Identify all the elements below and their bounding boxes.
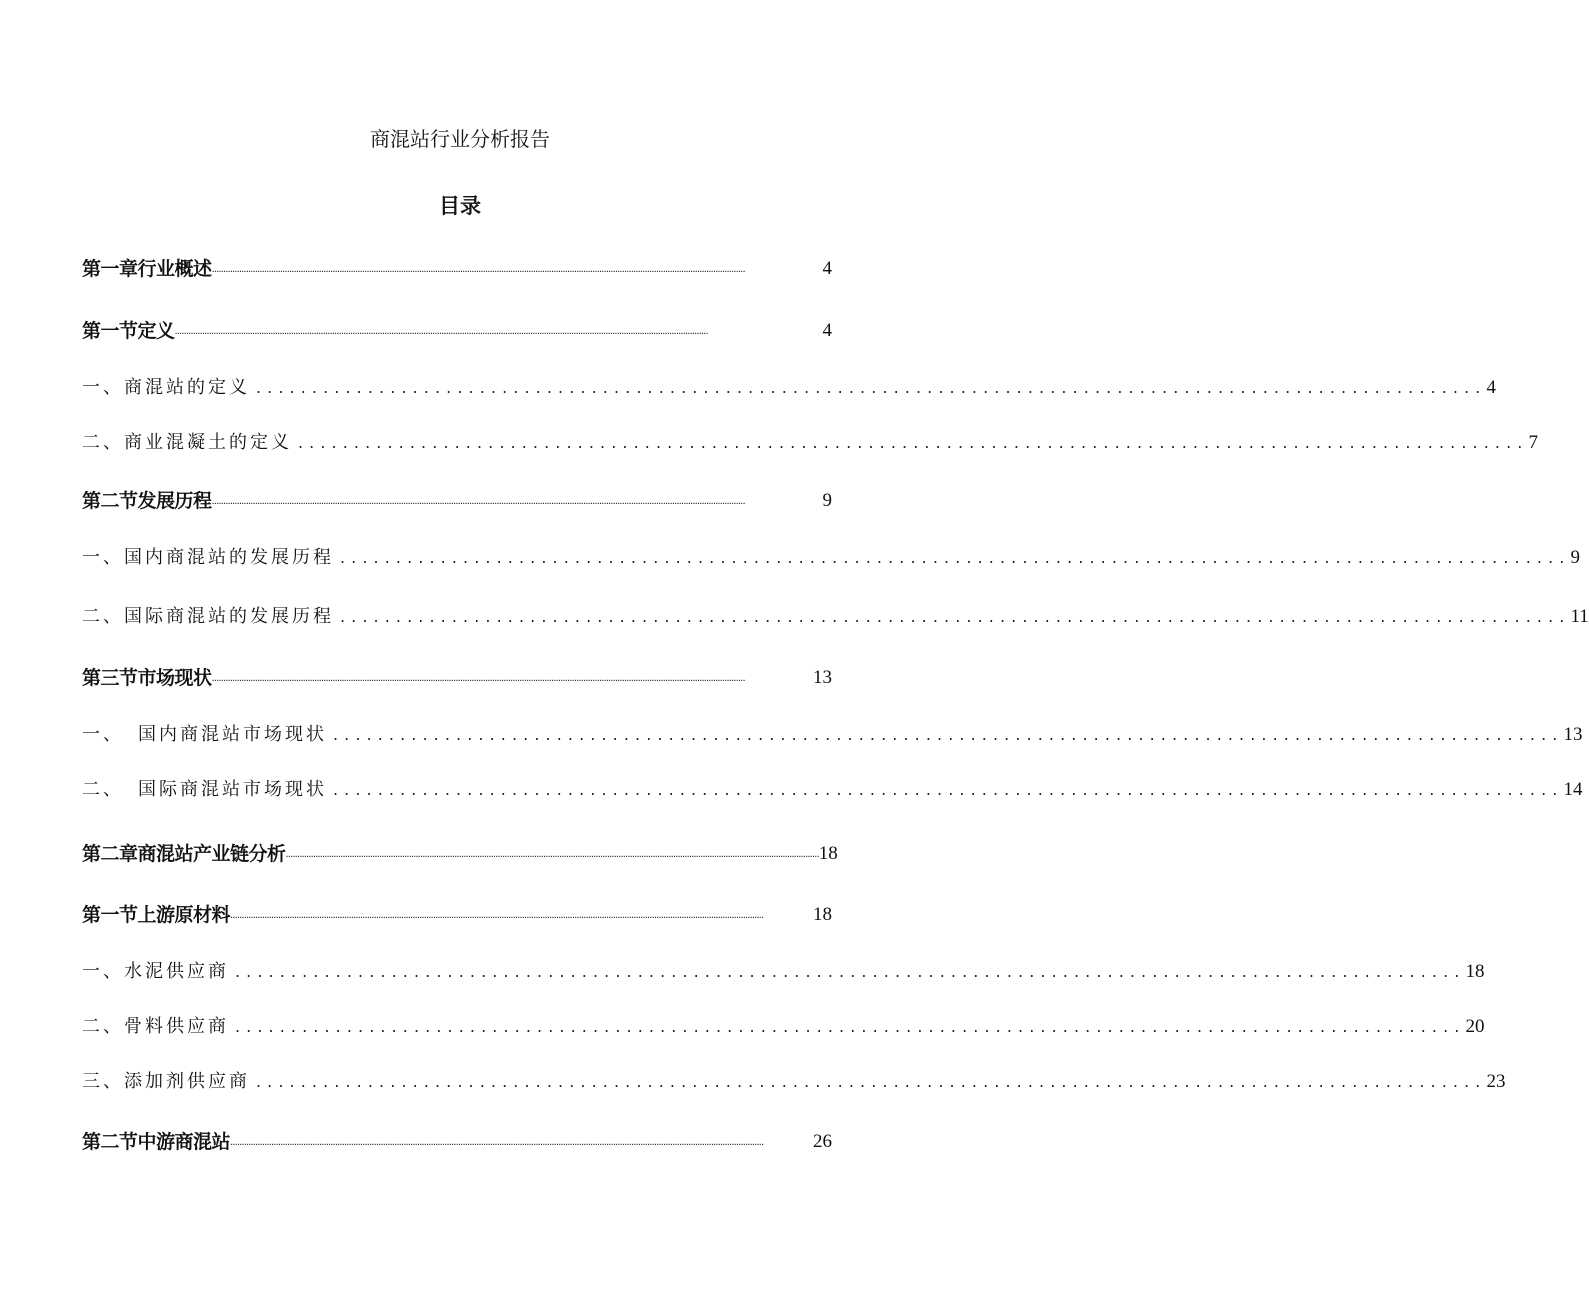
toc-heading: 目录	[439, 194, 481, 218]
toc-entry-label: 一、商混站的定义	[82, 377, 250, 398]
toc-dot-leader: ..........................................................................................................................................................................................................................................	[211, 673, 745, 684]
toc-dot-leader: ..............................................................................................................	[333, 780, 1564, 799]
toc-dot-leader: ..........................................................................................................................................................................................................................................	[211, 496, 745, 507]
toc-page-number: 13	[813, 667, 832, 688]
document-title: 商混站行业分析报告	[370, 127, 550, 151]
toc-dot-leader: ..........................................................................................................................................................................................................................................	[285, 849, 819, 860]
toc-dot-leader: ..............................................................................................................	[235, 1017, 1466, 1036]
toc-page-number: 4	[1486, 377, 1496, 398]
toc-dot-leader: ..............................................................................................................	[235, 962, 1466, 981]
toc-entry-label: 第二章商混站产业链分析	[82, 843, 286, 865]
toc-page-number: 18	[818, 843, 838, 864]
toc-entry-label	[82, 777, 327, 803]
toc-page-number: 26	[813, 1131, 832, 1152]
toc-entry-section[interactable]	[82, 900, 832, 928]
toc-entry-chapter[interactable]	[82, 254, 832, 282]
toc-dot-leader: ..........................................................................................................................................................................................................................................	[174, 326, 708, 337]
toc-page-number: 7	[1528, 432, 1538, 453]
toc-dot-leader: ..........................................................................................................................................................................................................................................	[230, 910, 764, 921]
toc-page-number: 11	[1570, 606, 1589, 627]
toc-entry-label	[82, 722, 327, 748]
toc-entry-subsection[interactable]	[82, 720, 1583, 748]
toc-page-number: 13	[1563, 724, 1583, 745]
toc-entry-subsection[interactable]	[82, 775, 1583, 803]
toc-entry-section[interactable]	[82, 316, 832, 344]
toc-entry-label: 第一节上游原材料	[82, 904, 231, 926]
toc-dot-leader: ..............................................................................................................	[340, 548, 1571, 567]
toc-entry-label: 二、骨料供应商	[82, 1016, 229, 1037]
toc-entry-label: 二、商业混凝土的定义	[82, 432, 292, 453]
toc-entry-label: 第三节市场现状	[82, 667, 212, 689]
toc-entry-subsection[interactable]	[82, 1012, 1485, 1040]
toc-page-number: 18	[1465, 961, 1485, 982]
toc-page-number: 9	[1570, 547, 1580, 568]
toc-entry-text: 国际商混站市场现状	[138, 779, 327, 800]
toc-entry-label: 第二节中游商混站	[82, 1131, 231, 1153]
toc-entry-subsection[interactable]	[82, 602, 1589, 630]
toc-dot-leader: ..........................................................................................................................................................................................................................................	[211, 264, 745, 275]
toc-entry-label: 第二节发展历程	[82, 490, 212, 512]
toc-entry-section[interactable]	[82, 1127, 832, 1155]
toc-entry-subsection[interactable]	[82, 957, 1485, 985]
toc-page-number: 18	[813, 904, 832, 925]
toc-dot-leader: ..............................................................................................................	[256, 1072, 1487, 1091]
toc-page-number: 20	[1465, 1016, 1485, 1037]
toc-entry-subsection[interactable]	[82, 1067, 1506, 1095]
toc-dot-leader: ..............................................................................................................	[298, 433, 1529, 452]
toc-entry-label: 三、添加剂供应商	[82, 1071, 250, 1092]
toc-entry-label: 一、国内商混站的发展历程	[82, 547, 334, 568]
toc-page-number: 14	[1563, 779, 1583, 800]
toc-entry-label: 第一节定义	[82, 320, 175, 342]
toc-entry-label: 第一章行业概述	[82, 258, 212, 280]
toc-entry-subsection[interactable]	[82, 428, 1538, 456]
toc-entry-prefix: 二、	[82, 779, 124, 800]
toc-dot-leader: ..............................................................................................................	[333, 725, 1564, 744]
toc-dot-leader: ..............................................................................................................	[256, 378, 1487, 397]
toc-entry-prefix: 一、	[82, 724, 124, 745]
toc-page-number: 4	[822, 320, 832, 341]
toc-page-number: 23	[1486, 1071, 1506, 1092]
toc-dot-leader: ..............................................................................................................	[340, 607, 1571, 626]
toc-entry-label: 二、国际商混站的发展历程	[82, 606, 334, 627]
toc-entry-text: 国内商混站市场现状	[138, 724, 327, 745]
toc-page-number: 4	[822, 258, 832, 279]
toc-entry-section[interactable]	[82, 663, 832, 691]
toc-dot-leader: ..........................................................................................................................................................................................................................................	[230, 1137, 764, 1148]
toc-entry-subsection[interactable]	[82, 373, 1496, 401]
toc-entry-subsection[interactable]	[82, 543, 1580, 571]
toc-entry-chapter[interactable]	[82, 839, 838, 867]
toc-entry-label: 一、水泥供应商	[82, 961, 229, 982]
toc-entry-section[interactable]	[82, 486, 832, 514]
toc-page-number: 9	[822, 490, 832, 511]
